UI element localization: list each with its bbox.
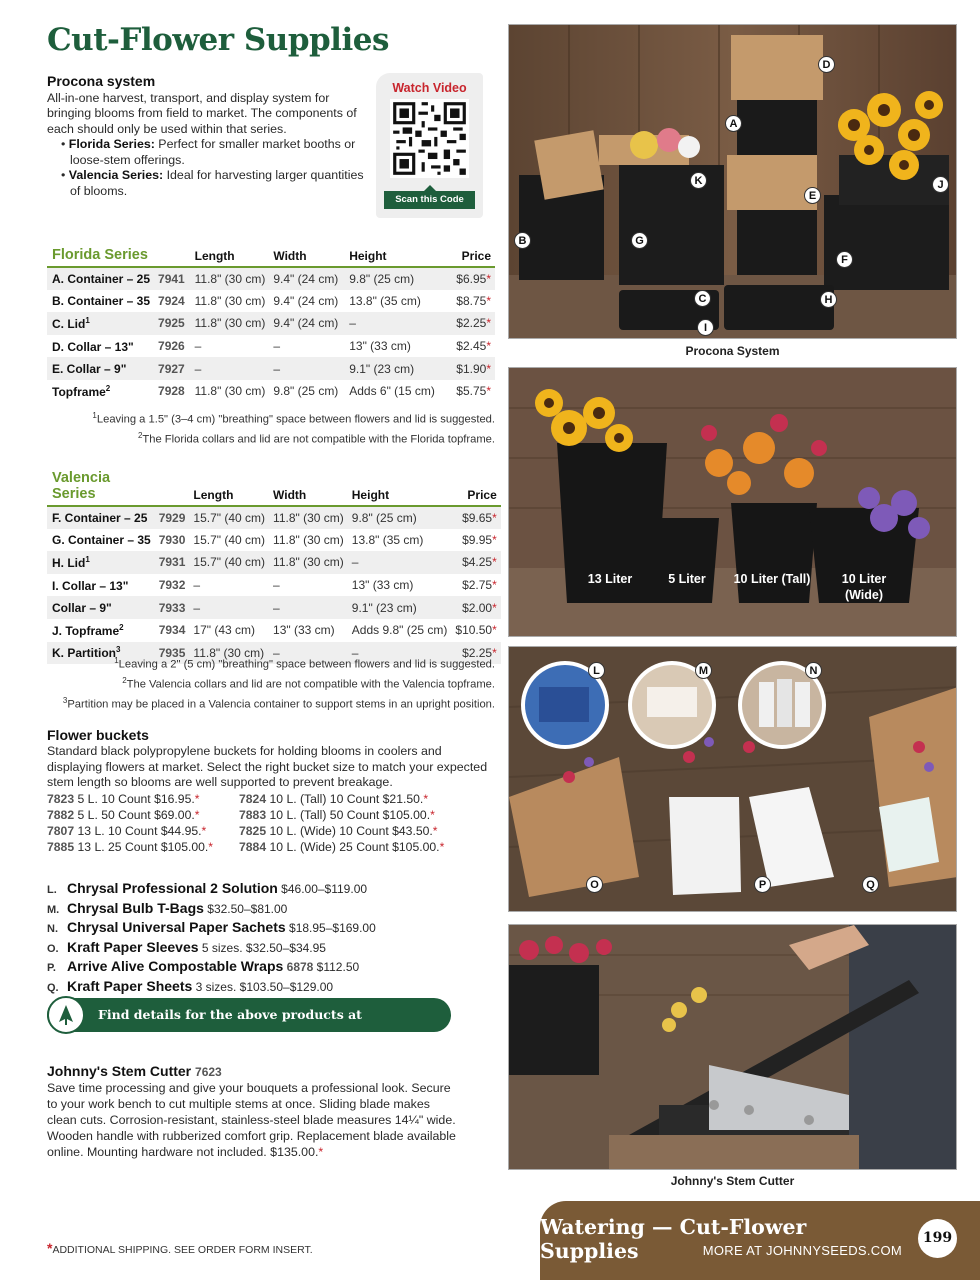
table-cell-height: 9.8" (25 cm) — [351, 510, 417, 525]
table-cell-height: Adds 9.8" (25 cm) — [351, 623, 448, 638]
cursor-arrow-icon — [47, 996, 85, 1034]
procona-system-photo — [508, 24, 957, 339]
table-cell-name: K. Partition$^3$ — [52, 645, 121, 661]
table-cell-code: 7930 — [158, 532, 186, 547]
table-cell-price: $9.65* — [462, 510, 497, 525]
table-cell-height: 13" (33 cm) — [351, 578, 414, 593]
photo-label: H — [820, 291, 837, 308]
table-row — [47, 596, 501, 619]
table-cell-name: B. Container – 35 — [52, 294, 151, 309]
table-cell-name: A. Container – 25 — [52, 272, 151, 287]
footnote: $^2$The Florida collars and lid are not compatible with the Florida topframe. — [137, 431, 495, 446]
watch-video-card[interactable] — [376, 73, 483, 218]
bucket-item: 7884 10 L. (Wide) 25 Count $105.00.* — [239, 840, 445, 855]
bucket-size-label: 10 Liter (Tall) — [733, 572, 811, 586]
table-header — [154, 247, 191, 267]
table-cell-price: $5.75* — [456, 384, 491, 399]
table-cell-price: $10.50* — [455, 623, 497, 638]
table-cell-width: 9.4" (24 cm) — [273, 316, 339, 331]
table-header: Width — [273, 249, 307, 263]
watch-video-label: Watch Video — [392, 81, 467, 95]
table-cell-width: 11.8" (30 cm) — [273, 510, 344, 525]
valencia-footnotes — [47, 653, 495, 714]
photo-label: I — [697, 319, 714, 336]
table-cell-code: 7927 — [158, 361, 185, 376]
table-cell-length: 15.7" (40 cm) — [193, 555, 266, 570]
page-number-badge: 199 — [918, 1219, 957, 1258]
procona-bullet: • Florida Series: Perfect for smaller market booths or loose-stem offerings. — [61, 137, 356, 167]
table-row — [47, 357, 495, 380]
table-cell-price: $6.95* — [456, 271, 491, 286]
bucket-price-list — [47, 791, 497, 855]
table-cell-width: – — [273, 361, 281, 376]
table-cell-price: $2.75* — [462, 578, 497, 593]
table-cell-width: – — [273, 339, 281, 354]
table-cell-width: 9.4" (24 cm) — [273, 271, 339, 286]
table-cell-height: – — [351, 645, 359, 660]
table-row — [47, 619, 501, 642]
table-cell-length: 11.8" (30 cm) — [194, 293, 266, 308]
table-cell-height: 13.8" (35 cm) — [349, 293, 421, 308]
table-header: Price — [461, 249, 491, 263]
photo-label: L — [588, 662, 605, 679]
bucket-size-label: 13 Liter — [587, 572, 633, 586]
table-cell-width: 9.4" (24 cm) — [273, 293, 339, 308]
scan-code-label: Scan this Code — [384, 191, 475, 209]
procona-section — [47, 74, 367, 199]
table-cell-height: 9.1" (23 cm) — [351, 600, 417, 615]
table-header: Height — [351, 488, 390, 502]
table-row — [47, 312, 495, 335]
table-cell-name: G. Container – 35 — [52, 533, 151, 548]
procona-caption: Procona System — [685, 344, 780, 358]
product-item: L. Chrysal Professional 2 Solution $46.00–$119.00 — [47, 880, 368, 896]
photo-label: A — [725, 115, 742, 132]
find-details-text: Find details for the above products at Johnnyseeds.com — [98, 1007, 362, 1056]
bucket-item: 7883 10 L. (Tall) 50 Count $105.00.* — [239, 808, 435, 823]
footer-section-title: Watering — Cut-Flower Supplies — [540, 1215, 807, 1263]
table-row — [47, 380, 495, 403]
table-row — [47, 335, 495, 358]
table-cell-length: – — [193, 600, 201, 615]
buckets-heading: Flower buckets — [47, 727, 149, 743]
florida-table-body — [47, 267, 495, 403]
table-cell-code: 7931 — [158, 555, 186, 570]
table-cell-height: 9.1" (23 cm) — [349, 361, 415, 376]
table-cell-width: – — [273, 600, 280, 615]
table-cell-length: – — [194, 361, 202, 376]
table-row — [47, 551, 501, 574]
table-cell-price: $2.25* — [462, 645, 497, 660]
procona-photo-art — [509, 25, 957, 339]
table-cell-code: 7924 — [158, 293, 185, 308]
footnote: $^1$Leaving a 2" (5 cm) "breathing" space between flowers and lid is suggested. — [114, 656, 495, 671]
procona-bullet: • Valencia Series: Ideal for harvesting larger quantities of blooms. — [61, 168, 364, 198]
section-footer-band — [540, 1201, 980, 1280]
page-title: Cut-Flower Supplies — [47, 22, 389, 58]
procona-heading: Procona system — [47, 73, 156, 89]
table-cell-height: – — [349, 316, 356, 331]
bucket-size-label: 5 Liter — [668, 572, 706, 586]
table-header: Length — [193, 488, 234, 502]
table-cell-length: 17" (43 cm) — [193, 623, 256, 638]
table-cell-name: Collar – 9" — [52, 601, 112, 616]
table-cell-price: $9.95* — [462, 532, 497, 547]
table-cell-width: – — [273, 578, 280, 593]
valencia-table-body — [47, 506, 501, 664]
bucket-item: 7885 13 L. 25 Count $105.00.* — [47, 840, 214, 855]
photo-label: O — [586, 876, 603, 893]
table-cell-height: 9.8" (25 cm) — [349, 271, 415, 286]
table-cell-length: 11.8" (30 cm) — [193, 645, 265, 660]
florida-series-table — [47, 247, 495, 403]
table-header — [155, 470, 190, 506]
table-cell-code: 7928 — [158, 384, 185, 399]
table-cell-code: 7926 — [158, 339, 185, 354]
bucket-item: 7824 10 L. (Tall) 10 Count $21.50.* — [239, 792, 429, 807]
photo-label: E — [804, 187, 821, 204]
table-cell-code: 7934 — [158, 623, 186, 638]
stem-cutter-description: Save time processing and give your bouquets a professional look. Secure to your work bench to cut multiple stems at once. Sliding blade makes clean cuts. Corrosion-resistant, stainless-steel blade measures 14¼" wide. Wooden handle with rubberized comfort grip. Replacement blade available online. Mounting hardware not included. $135.00.* — [47, 1081, 456, 1159]
photo-label: C — [694, 290, 711, 307]
bucket-item: 7825 10 L. (Wide) 10 Count $43.50.* — [239, 824, 438, 839]
table-cell-width: 13" (33 cm) — [273, 623, 335, 638]
table-cell-price: $2.00* — [462, 600, 497, 615]
table-cell-code: 7935 — [158, 645, 186, 660]
footnote: $^1$Leaving a 1.5" (3–4 cm) "breathing" space between flowers and lid is suggested. — [92, 411, 495, 426]
table-row — [47, 267, 495, 290]
product-item: O. Kraft Paper Sleeves 5 sizes. $32.50–$34.95 — [47, 938, 326, 955]
table-cell-code: 7925 — [158, 316, 185, 331]
flower-buckets-photo — [508, 367, 957, 637]
table-header: Width — [273, 488, 307, 502]
qr-code-icon[interactable] — [390, 99, 469, 178]
product-item: N. Chrysal Universal Paper Sachets $18.95–$169.00 — [47, 919, 376, 936]
product-item: M. Chrysal Bulb T-Bags $32.50–$81.00 — [47, 899, 288, 916]
cutter-photo-art — [509, 925, 957, 1170]
bucket-item: 7807 13 L. 10 Count $44.95.* — [47, 824, 207, 839]
supplies-photo-art — [509, 647, 957, 912]
table-cell-width: 9.8" (25 cm) — [273, 384, 339, 399]
table-cell-price: $8.75* — [456, 293, 491, 308]
table-cell-length: 11.8" (30 cm) — [194, 316, 266, 331]
table-cell-length: 15.7" (40 cm) — [193, 510, 266, 525]
table-header: Valencia Series — [52, 470, 111, 502]
table-cell-code: 7929 — [158, 510, 186, 525]
table-cell-name: I. Collar – 13" — [52, 578, 129, 593]
additional-shipping-note: *ADDITIONAL SHIPPING. SEE ORDER FORM INSERT. — [47, 1240, 313, 1256]
table-cell-price: $2.25* — [456, 316, 491, 331]
find-details-link[interactable] — [47, 998, 451, 1056]
stem-cutter-section — [47, 1063, 457, 1160]
stem-cutter-heading: Johnny's Stem Cutter 7623 — [47, 1063, 222, 1079]
table-cell-length: 11.8" (30 cm) — [194, 271, 266, 286]
photo-label: D — [818, 56, 835, 73]
table-cell-height: Adds 6" (15 cm) — [349, 384, 435, 399]
photo-label: K — [690, 172, 707, 189]
table-cell-height: 13" (33 cm) — [349, 339, 411, 354]
photo-label: J — [932, 176, 949, 193]
product-item: P. Arrive Alive Compostable Wraps 6878 $112.50 — [47, 958, 360, 975]
table-header: Height — [349, 249, 387, 263]
table-row — [47, 506, 501, 529]
table-header: Florida Series — [52, 247, 148, 263]
table-cell-length: 15.7" (40 cm) — [193, 532, 266, 547]
florida-footnotes — [47, 408, 495, 448]
bucket-item: 7882 5 L. 50 Count $69.00.* — [47, 808, 200, 823]
table-cell-name: H. Lid$^1$ — [52, 554, 90, 570]
table-cell-length: – — [194, 339, 202, 354]
table-cell-width: 11.8" (30 cm) — [273, 555, 344, 570]
table-cell-width: 11.8" (30 cm) — [273, 532, 344, 547]
table-cell-width: – — [273, 645, 280, 660]
photo-label: Q — [862, 876, 879, 893]
table-row — [47, 290, 495, 313]
product-item: Q. Kraft Paper Sheets 3 sizes. $103.50–$129.00 — [47, 977, 334, 994]
buckets-description: Standard black polypropylene buckets for holding blooms in coolers and displaying flowers at market. Select the right bucket size to match your expected stem length so blooms are well supported to prevent breakage. — [47, 743, 488, 790]
stem-cutter-caption: Johnny's Stem Cutter — [670, 1174, 795, 1188]
table-cell-name: F. Container – 25 — [52, 511, 148, 526]
table-cell-price: $1.90* — [456, 361, 491, 376]
supplies-product-list — [47, 880, 497, 998]
footer-website: MORE AT JOHNNYSEEDS.COM — [702, 1243, 902, 1258]
procona-description: All-in-one harvest, transport, and display system for bringing blooms from field to market. The components of each should only be used within that series. — [47, 90, 357, 136]
photo-label: F — [836, 251, 853, 268]
table-row — [47, 574, 501, 597]
photo-label: P — [754, 876, 771, 893]
table-header: Length — [194, 249, 235, 263]
table-cell-name: D. Collar – 13" — [52, 339, 134, 354]
footnote: $^2$The Valencia collars and lid are not compatible with the Valencia topframe. — [122, 676, 495, 691]
table-cell-price: $2.45* — [456, 339, 491, 354]
stem-cutter-photo — [508, 924, 957, 1170]
table-cell-name: E. Collar – 9" — [52, 362, 127, 377]
photo-label: G — [631, 232, 648, 249]
table-cell-code: 7932 — [158, 578, 186, 593]
table-cell-height: 13.8" (35 cm) — [351, 532, 424, 547]
table-header: Price — [467, 488, 497, 502]
table-cell-code: 7941 — [158, 271, 185, 286]
bucket-size-label: 10 Liter (Wide) — [841, 572, 887, 602]
photo-label: N — [805, 662, 822, 679]
cut-flower-supplies-photo — [508, 646, 957, 912]
flower-buckets-section — [47, 728, 497, 855]
table-row — [47, 529, 501, 552]
table-cell-name: Topframe$^2$ — [52, 383, 111, 399]
photo-label: B — [514, 232, 531, 249]
footnote: $^3$Partition may be placed in a Valencia container to support stems in an upright position. — [62, 696, 495, 712]
table-cell-code: 7933 — [158, 600, 186, 615]
table-cell-length: 11.8" (30 cm) — [194, 384, 266, 399]
photo-label: M — [695, 662, 712, 679]
valencia-series-table — [47, 470, 501, 664]
table-cell-price: $4.25* — [462, 555, 497, 570]
table-cell-name: J. Topframe$^2$ — [52, 622, 124, 638]
table-cell-height: – — [351, 555, 359, 570]
table-cell-name: C. Lid$^1$ — [52, 315, 90, 331]
bucket-item: 7823 5 L. 10 Count $16.95.* — [47, 792, 200, 807]
table-cell-length: – — [193, 578, 201, 593]
